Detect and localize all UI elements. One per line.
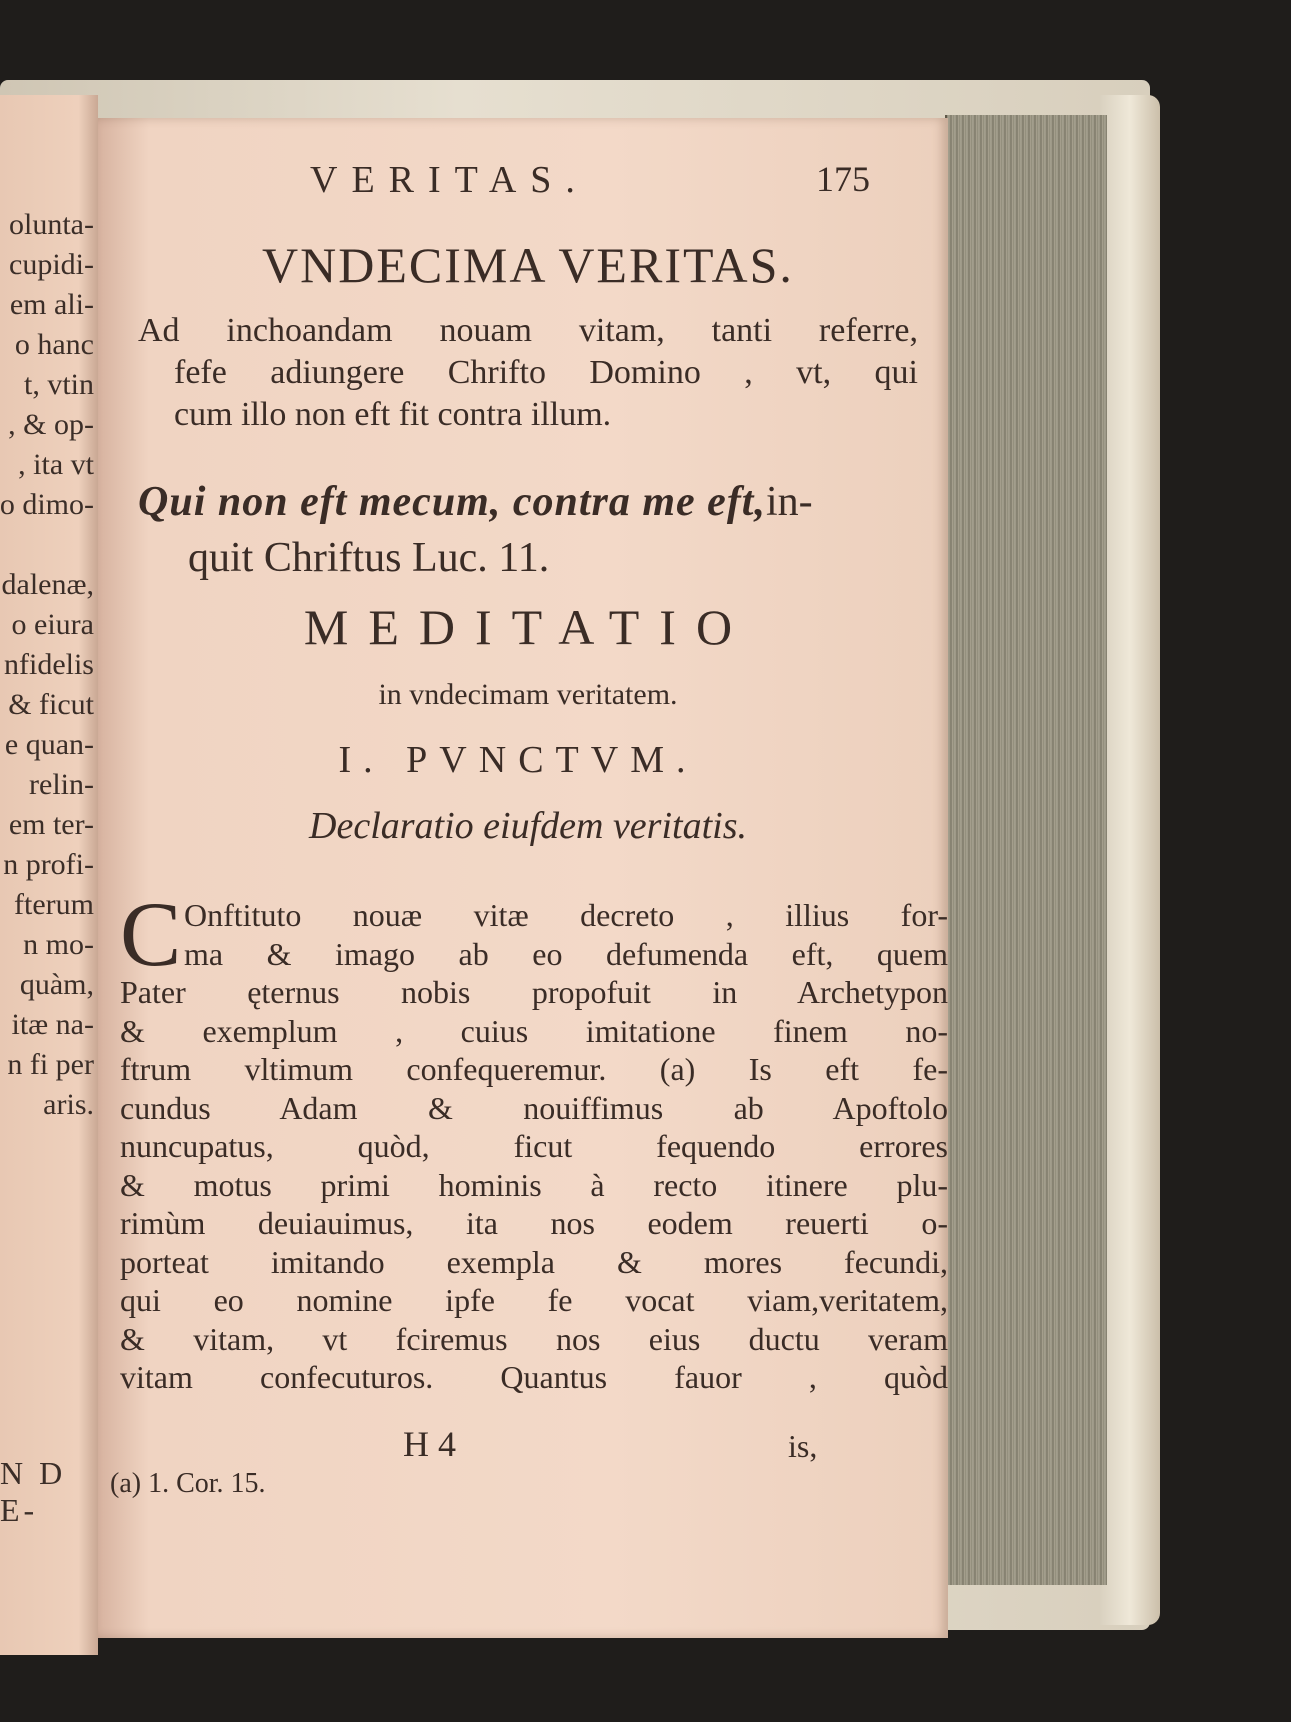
- right-page: [98, 118, 948, 1638]
- thesis-statement: [138, 310, 918, 436]
- left-page-line: [0, 525, 94, 565]
- body-line: & motus primi hominis à recto itinere plu-: [120, 1166, 948, 1203]
- left-page-line: o dimo-: [0, 488, 94, 521]
- left-page-line: o hanc: [14, 328, 94, 361]
- quote-italic: Qui non eft mecum, contra me eft,: [138, 479, 766, 525]
- page-number: 175: [816, 159, 870, 199]
- running-head: [310, 158, 870, 208]
- thesis-line: Ad inchoandam nouam vitam, tanti referre,: [138, 312, 918, 349]
- left-page-line: fterum: [14, 888, 94, 921]
- drop-cap: C: [120, 883, 182, 985]
- footnote: (a) 1. Cor. 15.: [110, 1468, 266, 1499]
- body-line: Pater ęternus nobis propofuit in Archetypon: [120, 974, 948, 1010]
- left-page-line: n fi per: [7, 1048, 94, 1081]
- left-page-line: nfidelis: [4, 648, 94, 681]
- left-page-line: , ita vt: [18, 448, 94, 481]
- left-page-line: em ter-: [8, 808, 94, 841]
- left-page-line: o eiura: [11, 608, 94, 641]
- quote-tail: in-: [765, 479, 813, 525]
- body-line: vitam confecuturos. Quantus fauor , quòd: [120, 1359, 948, 1395]
- running-title: VERITAS.: [310, 159, 589, 201]
- declaratio-heading: Declaratio eiufdem veritatis.: [309, 805, 747, 847]
- quote-line: [138, 474, 938, 530]
- left-page-line: e quan-: [4, 728, 94, 761]
- signature-mark: H 4: [403, 1424, 456, 1464]
- page-block-edge: [945, 115, 1107, 1585]
- thesis-line: fefe adiungere Chrifto Domino , vt, qui: [174, 354, 918, 391]
- body-line: ftrum vltimum confequeremur. (a) Is eft fe-: [120, 1051, 948, 1087]
- body-line: nuncupatus, quòd, ficut fequendo errores: [120, 1128, 948, 1164]
- body-line: Onftituto nouæ vitæ decreto , illius for-: [184, 897, 948, 933]
- body-line: & exemplum , cuius imitatione finem no-: [120, 1012, 948, 1049]
- body-line: ma & imago ab eo defumenda eft, quem: [184, 935, 948, 972]
- left-page-line: cupidi-: [9, 248, 94, 281]
- body-line: qui eo nomine ipfe fe vocat viam,veritatem,: [120, 1282, 948, 1318]
- left-page-line: itæ na-: [11, 1008, 94, 1041]
- book-binding-edge: [1100, 95, 1160, 1625]
- left-page-line: relin-: [29, 768, 94, 801]
- body-line: & vitam, vt fciremus nos eius ductu veram: [120, 1320, 948, 1357]
- left-page-line: dalenæ,: [1, 568, 94, 601]
- body-line: cundus Adam & nouiffimus ab Apoftolo: [120, 1089, 948, 1126]
- body-line: rimùm deuiauimus, ita nos eodem reuerti o-: [120, 1205, 948, 1241]
- left-page-line: n profi-: [3, 848, 94, 881]
- left-page-line: quàm,: [19, 968, 94, 1001]
- left-page-line: n mo-: [23, 928, 94, 961]
- left-page-line: & ficut: [8, 688, 94, 721]
- left-page-text: [0, 205, 94, 1125]
- left-page: [0, 95, 98, 1655]
- left-page-line: olunta-: [9, 208, 94, 241]
- thesis-line: cum illo non eft fit contra illum.: [174, 396, 612, 433]
- left-page-line: aris.: [43, 1088, 94, 1121]
- body-line: porteat imitando exempla & mores fecundi,: [120, 1243, 948, 1280]
- catchword: is,: [788, 1428, 818, 1464]
- body-text: [120, 896, 948, 1397]
- left-page-catchword: N D E-: [0, 1455, 67, 1528]
- left-page-line: em ali-: [9, 288, 94, 321]
- scripture-quote: [138, 474, 938, 586]
- meditatio-subheading: in vndecimam veritatem.: [378, 678, 678, 711]
- meditatio-heading: MEDITATIO: [303, 599, 753, 655]
- chapter-heading: VNDECIMA VERITAS.: [262, 237, 794, 293]
- left-page-line: , & op-: [8, 408, 94, 441]
- punctum-heading: I. PVNCTVM.: [338, 739, 698, 781]
- left-page-line: t, vtin: [23, 368, 94, 401]
- quote-line: quit Chriftus Luc. 11.: [188, 535, 550, 581]
